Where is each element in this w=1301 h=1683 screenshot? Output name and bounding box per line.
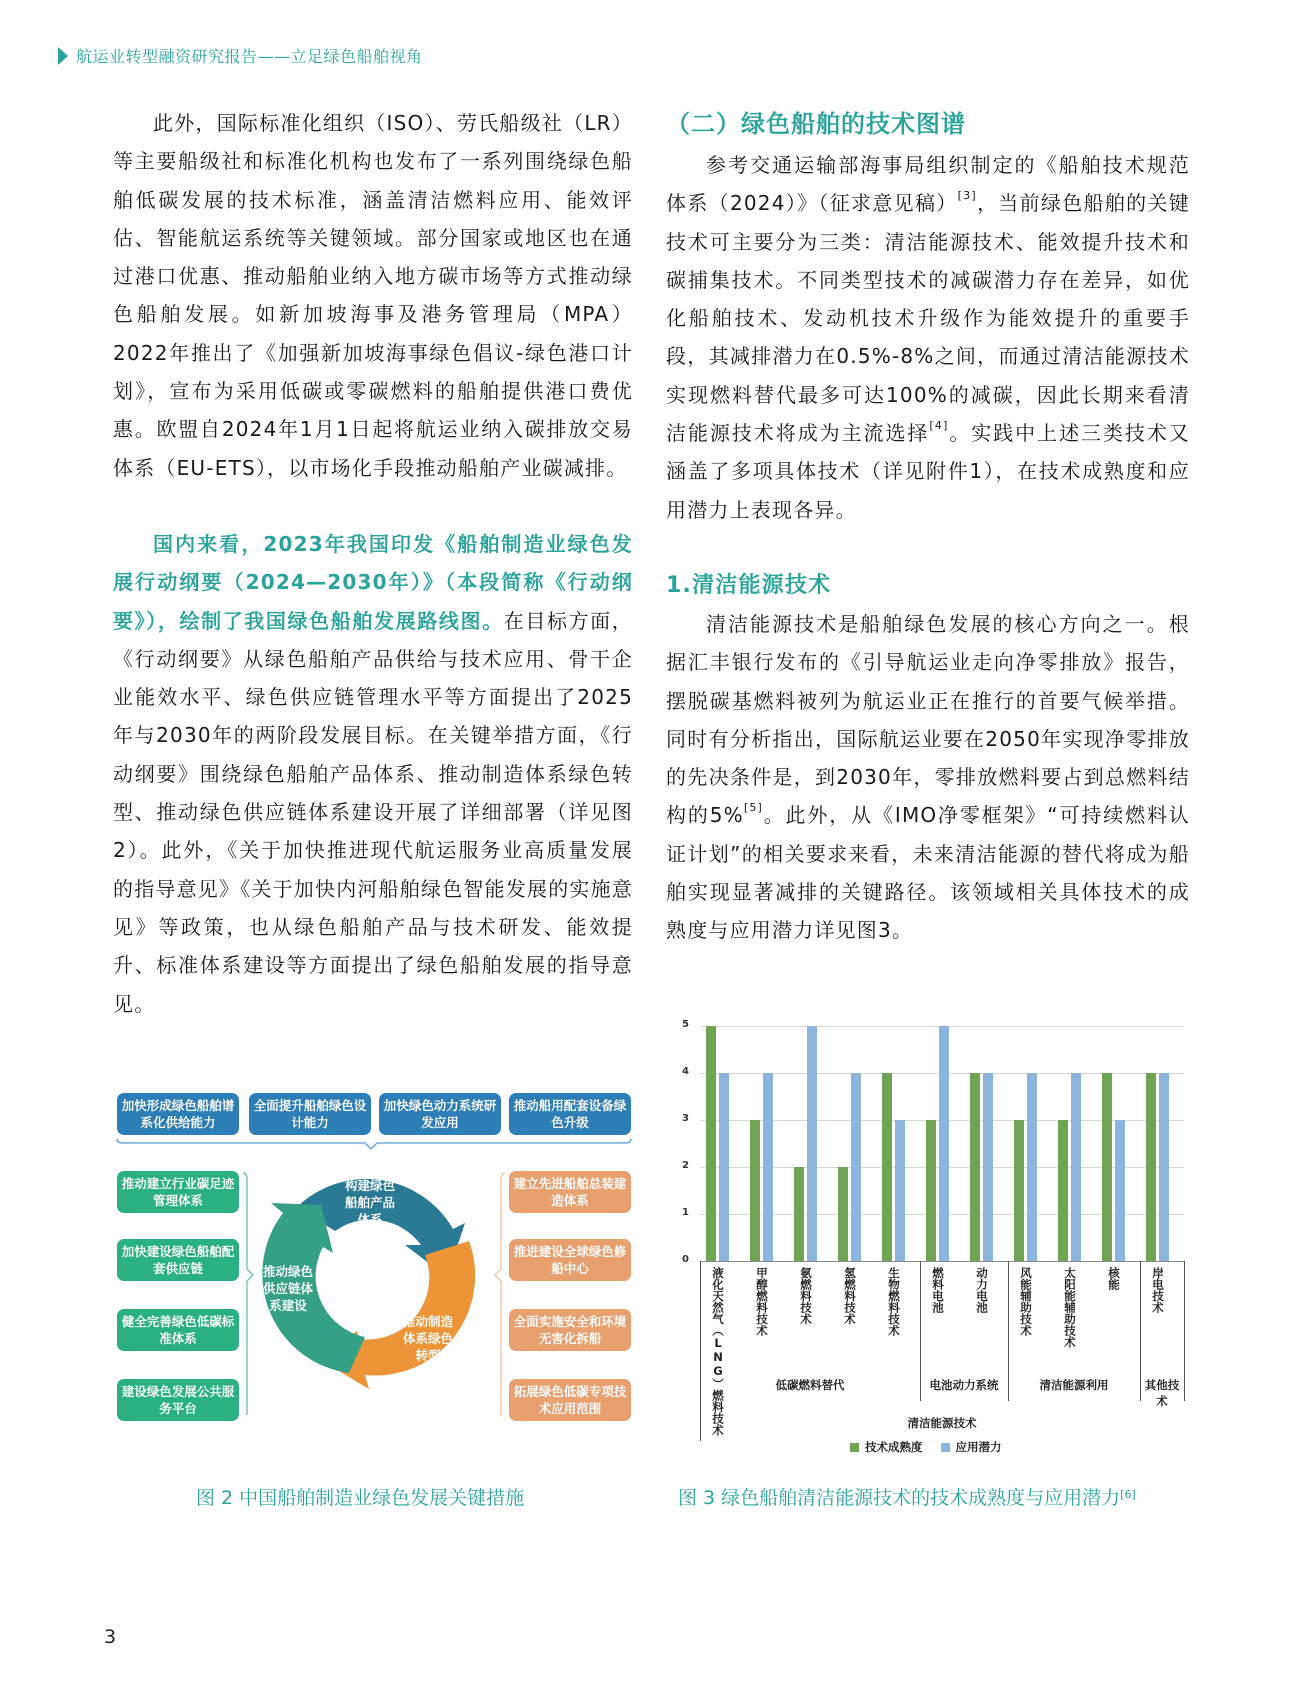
paragraph-text: 参考交通运输部海事局组织制定的《船舶技术规范体系（2024）》（征求意见稿） (666, 153, 1190, 216)
section-heading: （二）绿色船舶的技术图谱 (666, 110, 966, 138)
group-label: 电池动力系统 (929, 1378, 999, 1392)
bar-maturity (1014, 1120, 1024, 1261)
axis-separator (700, 1261, 701, 1441)
highlighted-text: 国内来看，2023年我国印发《船舶制造业绿色发展行动纲要（2024—2030年）》（本段简称《行动纲要》），绘制了我国绿色船舶发展路线图。 (113, 531, 633, 633)
green-box: 加快建设绿色船舶配套供应链 (117, 1239, 239, 1281)
gridline (700, 1261, 1184, 1262)
group-label: 低碳燃料替代 (775, 1378, 845, 1392)
group-label: 其他技术 (1144, 1378, 1180, 1408)
bar-potential (807, 1026, 817, 1261)
x-axis-label: 氢燃料技术 (843, 1267, 857, 1325)
group-separator (1184, 1261, 1185, 1401)
x-axis-title: 清洁能源技术 (907, 1416, 977, 1430)
paragraph-text: 在目标方面，《行动纲要》从绿色船舶产品供给与技术应用、骨干企业能效水平、绿色供应链管理水平等方面提出了2025年与2030年的两阶段发展目标。在关键举措方面，《行动纲要》围绕绿色船舶产品体系、推动制造体系绿色转型、推动绿色供应链体系建设开展了详细部署（详见图2）。此外，《关于加快推进现代航运服务业高质量发展的指导意见》《关于加快内河船舶绿色智能发展的实施意见》等政策，也从绿色船舶产品与技术研发、能效提升、标准体系建设等方面提出了绿色船舶发展的指导意见。 (113, 608, 633, 1016)
bar-potential (895, 1120, 905, 1261)
paragraph-clean-energy (666, 605, 1190, 950)
y-tick-label: 3 (682, 1113, 689, 1124)
top-box: 加快形成绿色船舶谱系化供给能力 (117, 1093, 239, 1135)
legend-label: 应用潜力 (955, 1440, 1002, 1454)
bar-potential (1159, 1073, 1169, 1261)
bar-maturity (970, 1073, 980, 1261)
y-tick-label: 2 (682, 1160, 689, 1171)
x-axis-label: 氨燃料技术 (799, 1267, 813, 1325)
figure-3-bar-chart (666, 1010, 1186, 1454)
orange-box: 全面实施安全和环境无害化拆船 (509, 1309, 631, 1351)
citation-ref: [3] (957, 189, 977, 203)
citation-ref: [5] (743, 801, 764, 815)
x-axis-label: 太阳能辅助技术 (1063, 1267, 1077, 1348)
green-box: 推动建立行业碳足迹管理体系 (117, 1171, 239, 1213)
cycle-label-manufacturing: 推动制造体系绿色转型 (403, 1314, 454, 1363)
plot-area (700, 1026, 1184, 1261)
x-axis-label: 岸电技术 (1151, 1267, 1165, 1313)
paragraph-international-standards: 此外，国际标准化组织（ISO）、劳氏船级社（LR）等主要船级社和标准化机构也发布了一系列围绕绿色船舶低碳发展的技术标准，涵盖清洁燃料应用、能效评估、智能航运系统等关键领域。部分国家或地区也在通过港口优惠、推动船舶业纳入地方碳市场等方式推动绿色船舶发展。如新加坡海事及港务管理局（MPA）2022年推出了《加强新加坡海事绿色倡议-绿色港口计划》，宣布为采用低碳或零碳燃料的船舶提供港口费优惠。欧盟自2024年1月1日起将航运业纳入碳排放交易体系（EU-ETS），以市场化手段推动船舶产业碳减排。 (113, 111, 633, 480)
group-label: 清洁能源利用 (1039, 1378, 1109, 1392)
bar-potential (763, 1073, 773, 1261)
paragraph-text: 清洁能源技术是船舶绿色发展的核心方向之一。根据汇丰银行发布的《引导航运业走向净零排放》报告，摆脱碳基燃料被列为航运业正在推行的首要气候举措。同时有分析指出，国际航运业要在2050年实现净零排放的先决条件是，到2030年，零排放燃料要占到总燃料结构的5% (666, 611, 1190, 828)
bar-maturity (1058, 1120, 1068, 1261)
paragraph-text: ，当前绿色船舶的关键技术可主要分为三类：清洁能源技术、能效提升技术和碳捕集技术。不同类型技术的减碳潜力存在差异，如优化船舶技术、发动机技术升级作为能效提升的重要手段，其减排潜力在0.5%-8%之间，而通过清洁能源技术实现燃料替代最多可达100%的减碳，因此长期来看清洁能源技术将成为主流选择 (666, 191, 1191, 446)
bar-potential (851, 1073, 861, 1261)
x-axis-label: 燃料电池 (931, 1267, 945, 1313)
paragraph-domestic-policy (113, 525, 633, 1023)
green-box: 建设绿色发展公共服务平台 (117, 1379, 239, 1421)
legend-swatch-icon (941, 1443, 950, 1452)
right-column (666, 104, 1190, 950)
bar-potential (719, 1073, 729, 1261)
bar-maturity (838, 1167, 848, 1261)
y-tick-label: 1 (682, 1207, 689, 1218)
top-box: 推动船用配套设备绿色升级 (509, 1093, 631, 1135)
triangle-marker-icon (58, 47, 68, 65)
citation-ref: [6] (1120, 1488, 1136, 1501)
green-box: 健全完善绿色低碳标准体系 (117, 1309, 239, 1351)
top-box: 全面提升船舶绿色设计能力 (249, 1093, 371, 1135)
x-axis-label: 甲醇燃料技术 (755, 1267, 769, 1336)
legend-swatch-icon (850, 1443, 859, 1452)
bar-maturity (882, 1073, 892, 1261)
bar-potential (1115, 1120, 1125, 1261)
y-tick-label: 5 (682, 1019, 689, 1030)
paragraph-text: 。实践中上述三类技术又涵盖了多项具体技术（详见附件1），在技术成熟度和应用潜力上表现各异。 (666, 421, 1191, 522)
orange-box: 拓展绿色低碳专项技术应用范围 (509, 1379, 631, 1421)
x-axis-label: 核能 (1107, 1267, 1121, 1290)
y-tick-label: 0 (682, 1254, 689, 1265)
figure-3-caption (678, 1483, 1136, 1510)
cycle-label-product: 构建绿色船舶产品体系 (345, 1178, 396, 1227)
running-header (58, 44, 423, 67)
paragraph-tech-map (666, 146, 1190, 529)
bar-potential (939, 1026, 949, 1261)
bar-potential (983, 1073, 993, 1261)
bar-maturity (794, 1167, 804, 1261)
bar-potential (1071, 1073, 1081, 1261)
x-axis-label: 生物燃料技术 (887, 1267, 901, 1336)
chart-legend (850, 1439, 1014, 1455)
figure-2-caption: 图 2 中国船舶制造业绿色发展关键措施 (196, 1487, 525, 1509)
caption-text: 图 3 绿色船舶清洁能源技术的技术成熟度与应用潜力 (678, 1487, 1121, 1509)
left-column (113, 104, 633, 1023)
bar-maturity (926, 1120, 936, 1261)
bar-maturity (1146, 1073, 1156, 1261)
bar-maturity (1102, 1073, 1112, 1261)
subsection-heading: 1.清洁能源技术 (666, 572, 832, 598)
orange-box: 建立先进船舶总装建造体系 (509, 1171, 631, 1213)
orange-box: 推进建设全球绿色修船中心 (509, 1239, 631, 1281)
x-axis-label: 动力电池 (975, 1267, 989, 1313)
paragraph-text: 。此外，从《IMO净零框架》“可持续燃料认证计划”的相关要求来看，未来清洁能源的替代将成为船舶实现显著减排的关键路径。该领域相关具体技术的成熟度与应用潜力详见图3。 (666, 803, 1191, 943)
legend-label: 技术成熟度 (865, 1440, 923, 1454)
x-axis-label: 风能辅助技术 (1019, 1267, 1033, 1336)
citation-ref: [4] (929, 419, 949, 433)
page-number: 3 (104, 1626, 117, 1648)
bar-maturity (706, 1026, 716, 1261)
cycle-label-supply-chain: 推动绿色供应链体系建设 (263, 1264, 314, 1313)
bar-maturity (750, 1120, 760, 1261)
figure-2-diagram (113, 1093, 633, 1423)
y-tick-label: 4 (682, 1066, 689, 1077)
report-title: 航运业转型融资研究报告——立足绿色船舶视角 (76, 47, 423, 66)
top-box: 加快绿色动力系统研发应用 (379, 1093, 501, 1135)
bar-potential (1027, 1073, 1037, 1261)
x-axis-label: 液化天然气（LNG）燃料技术 (711, 1267, 725, 1436)
